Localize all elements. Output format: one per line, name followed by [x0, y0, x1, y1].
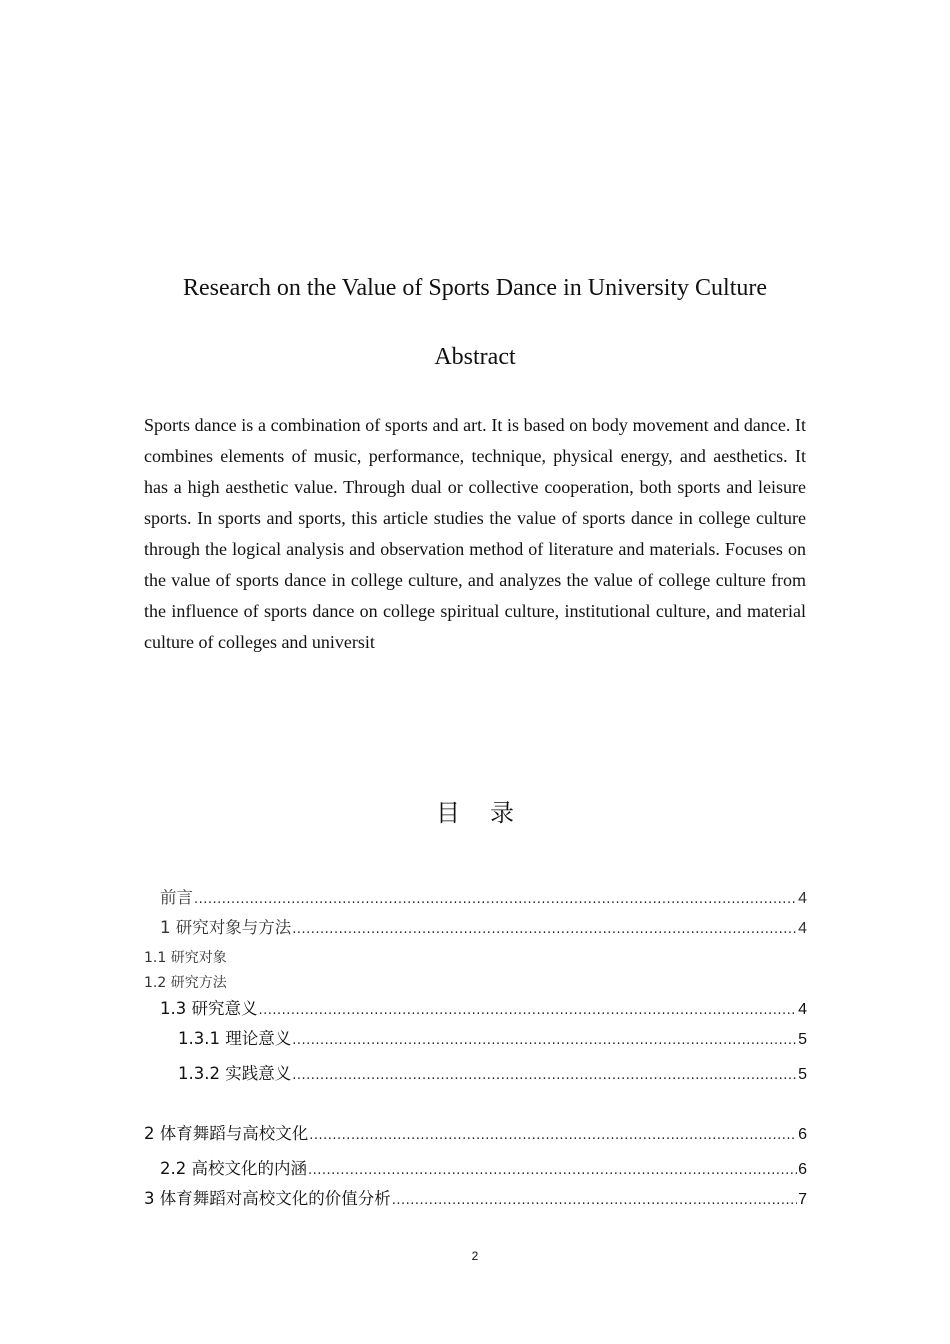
- toc-entry-2-2[interactable]: [160, 1158, 807, 1182]
- toc-leader-dots: [259, 1000, 798, 1022]
- toc-leader-dots: [292, 1030, 797, 1052]
- toc-leader-dots: [292, 1065, 797, 1087]
- toc-entry-page: 4: [798, 920, 807, 937]
- toc-entry-1-3-2[interactable]: [178, 1063, 807, 1087]
- toc-entry-label: 3 体育舞蹈对高校文化的价值分析: [144, 1189, 391, 1208]
- document-title: Research on the Value of Sports Dance in University Culture: [182, 275, 768, 301]
- toc-entry-label: 1.3.2 实践意义: [178, 1064, 292, 1083]
- toc-entry-label: 1.3 研究意义: [160, 999, 258, 1018]
- toc-entry-1[interactable]: [160, 917, 807, 941]
- toc-entry-page: 5: [798, 1031, 807, 1048]
- toc-entry-2[interactable]: [144, 1123, 807, 1147]
- toc-entry-3[interactable]: [144, 1188, 807, 1212]
- abstract-body: Sports dance is a combination of sports and art. It is based on body movement and dance. It combines elements of music, performance, technique, physical energy, and aesthetics. It has a high aesthetic value. Through dual or collective cooperation, both sports and leisure sports. In sports and sports, this article studies the value of sports dance in college culture through the logical analysis and observation method of literature and materials. Focuses on the value of sports dance in college culture, and analyzes the value of college culture from the influence of sports dance on college spiritual culture, institutional culture, and material culture of colleges and universit: [144, 415, 806, 652]
- abstract-heading: Abstract: [434, 344, 516, 370]
- toc-leader-dots: [292, 919, 797, 941]
- toc-entry-1-1[interactable]: 1.1 研究对象: [144, 950, 227, 966]
- toc-leader-dots: [309, 1125, 797, 1147]
- toc-leader-dots: [308, 1160, 797, 1182]
- toc-entry-page: 4: [798, 890, 807, 907]
- toc-entry-1-3[interactable]: [160, 998, 807, 1022]
- toc-entry-1-2[interactable]: 1.2 研究方法: [144, 975, 227, 991]
- toc-entry-label: 1 研究对象与方法: [160, 918, 292, 937]
- toc-entry-label: 2 体育舞蹈与高校文化: [144, 1124, 309, 1143]
- toc-leader-dots: [194, 889, 797, 911]
- page-number: 2: [471, 1249, 479, 1263]
- toc-entry-page: 7: [798, 1191, 807, 1208]
- toc-entry-page: 5: [798, 1066, 807, 1083]
- toc-entry-page: 4: [798, 1001, 807, 1018]
- toc-heading: 目录: [436, 799, 544, 827]
- toc-entry-page: 6: [798, 1126, 807, 1143]
- toc-entry-label: 1.3.1 理论意义: [178, 1029, 292, 1048]
- toc-leader-dots: [392, 1190, 797, 1212]
- toc-entry-page: 6: [798, 1161, 807, 1178]
- toc-entry-1-3-1[interactable]: [178, 1028, 807, 1052]
- toc-entry-label: 2.2 高校文化的内涵: [160, 1159, 307, 1178]
- toc-entry-label: 前言: [160, 888, 193, 907]
- toc-entry-preface[interactable]: [160, 887, 807, 911]
